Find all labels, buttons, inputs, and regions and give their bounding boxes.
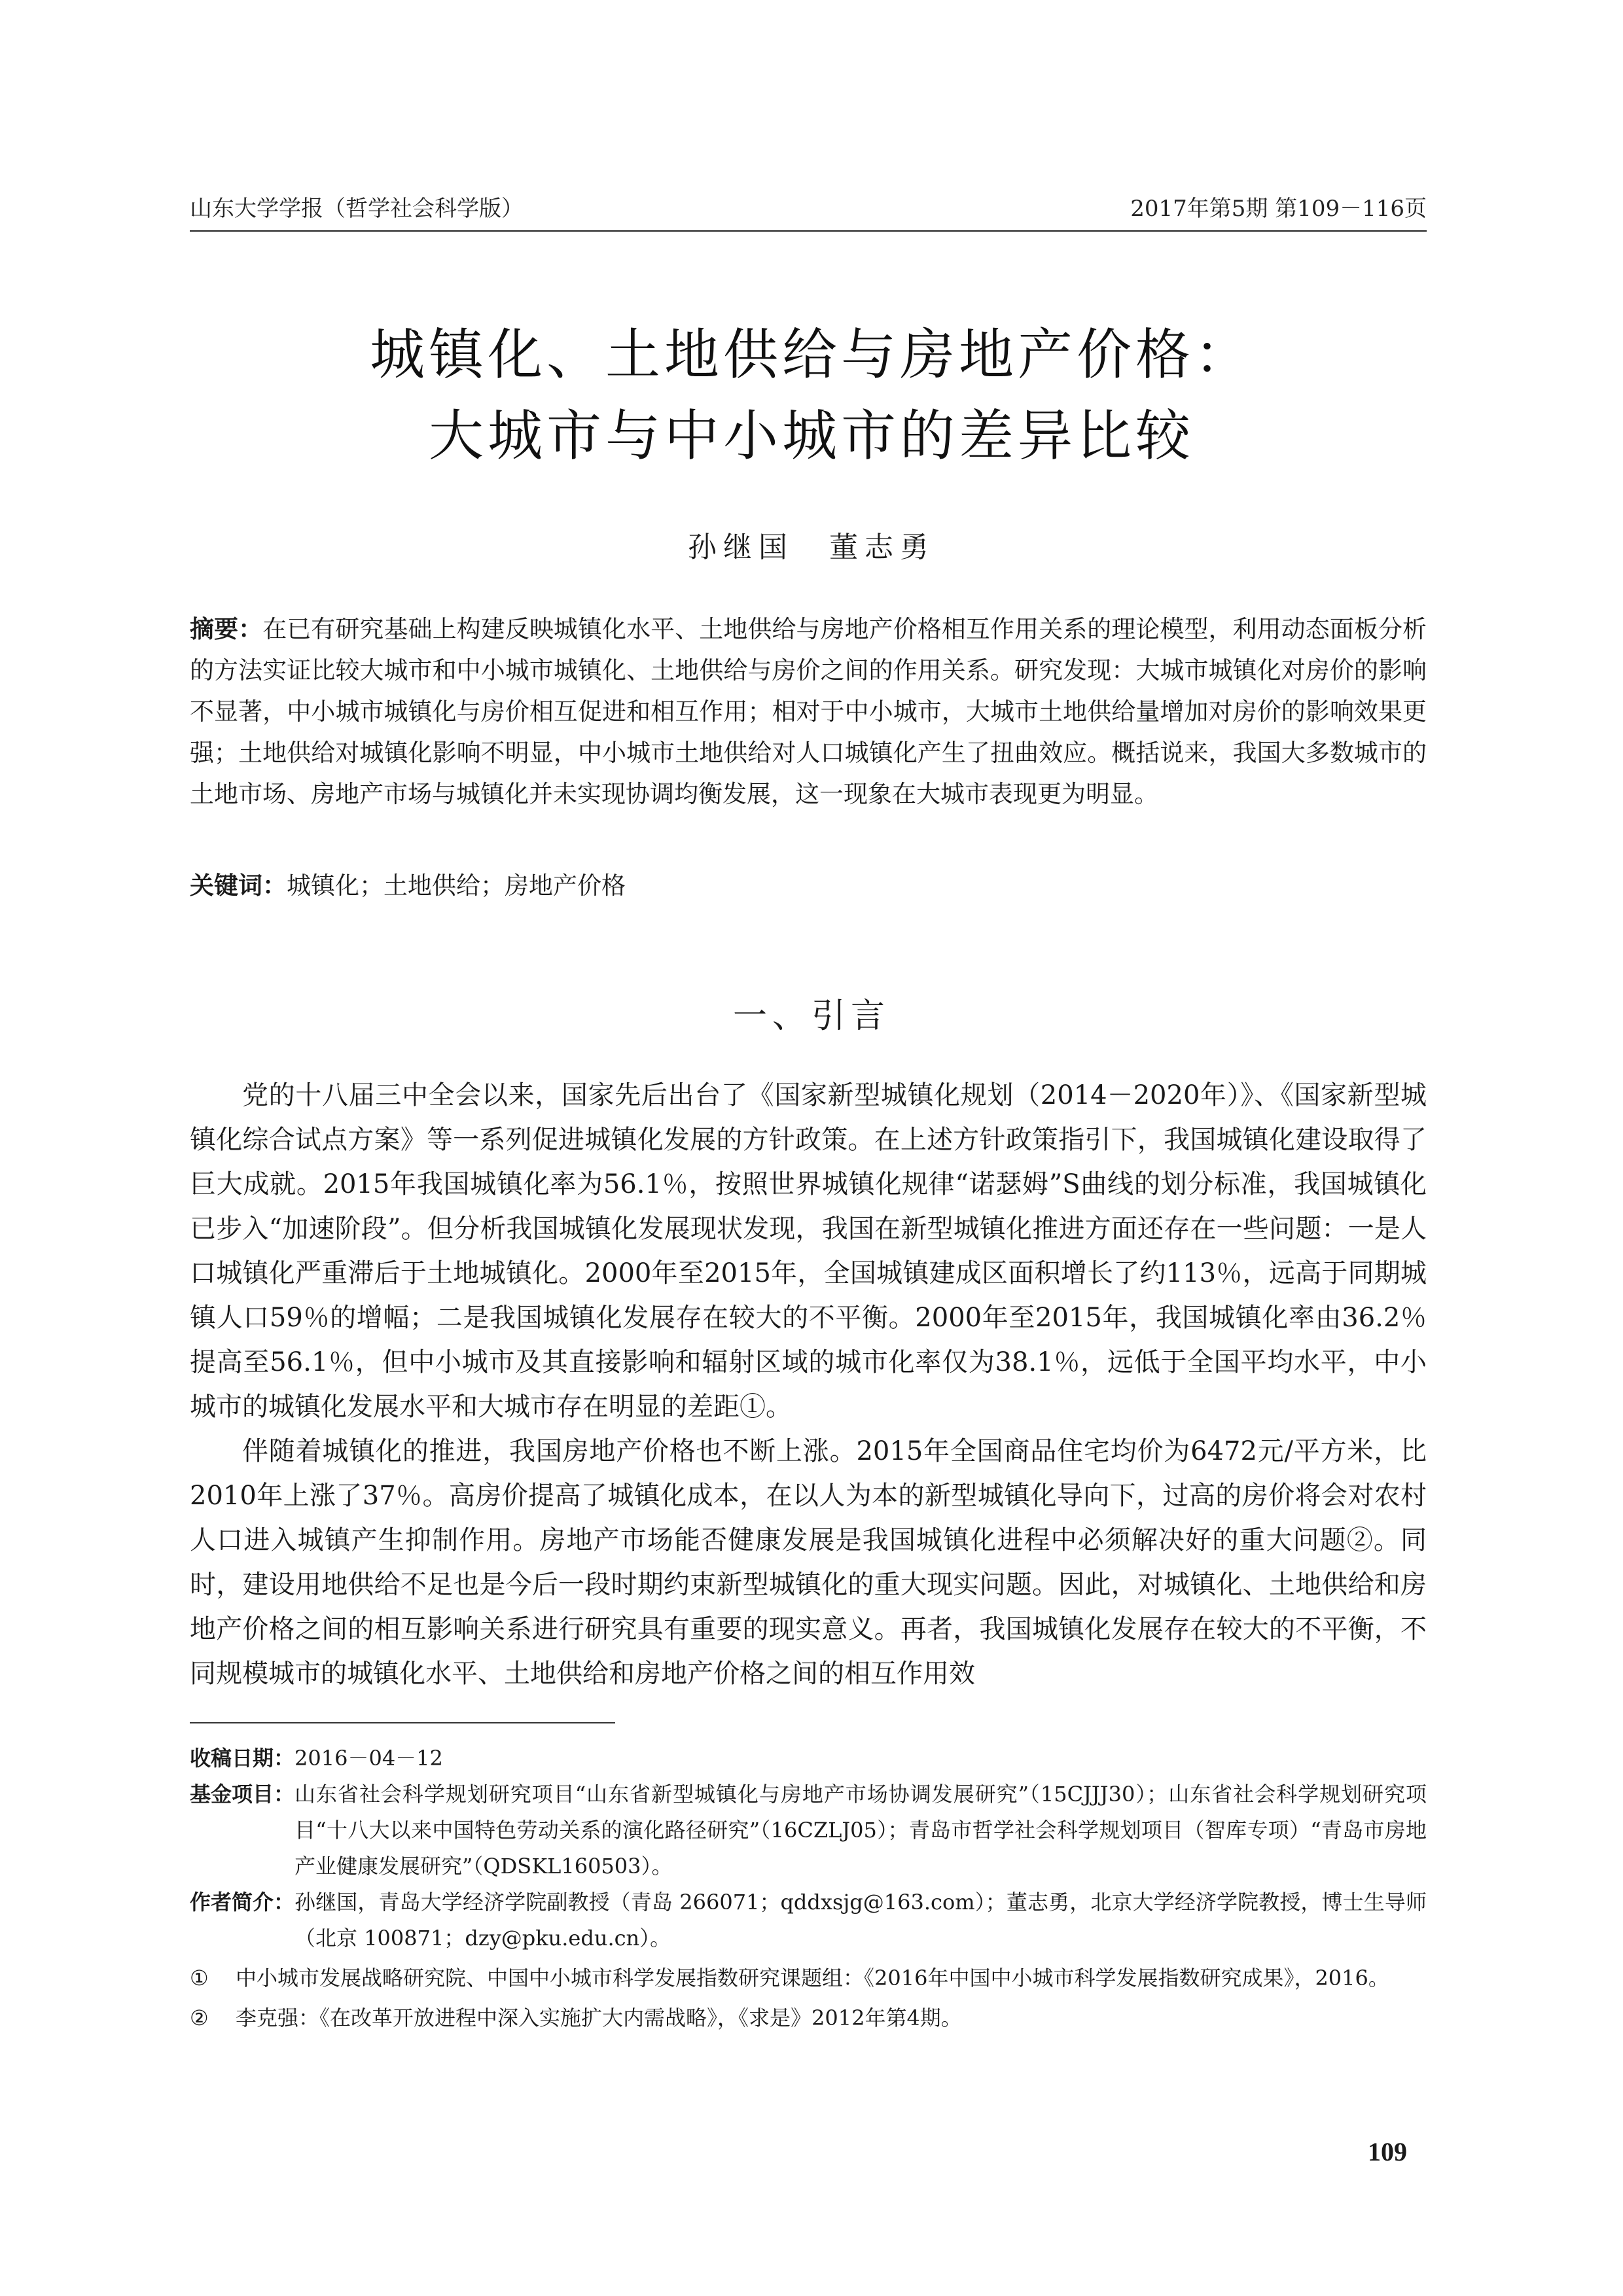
footnote-1 [190, 1960, 1427, 1996]
keywords-text: 城镇化；土地供给；房地产价格 [287, 872, 626, 900]
footnote-text: 李克强：《在改革开放进程中深入实施扩大内需战略》，《求是》2012年第4期。 [236, 2005, 962, 2030]
authors: 孙继国 董志勇 [688, 531, 935, 564]
article-notes [190, 1740, 1427, 2036]
footnote-mark: ① [190, 1966, 209, 1990]
paragraph-2: 伴随着城镇化的推进，我国房地产价格也不断上涨。2015年全国商品住宅均价为6472元/平方米，比2010年上涨了37％。高房价提高了城镇化成本，在以人为本的新型城镇化导向下，过高的房价将会对农村人口进入城镇产生抑制作用。房地产市场能否健康发展是我国城镇化进程中必须解决好的重大问题②。同时，建设用地供给不足也是今后一段时期约束新型城镇化的重大现实问题。因此，对城镇化、土地供给和房地产价格之间的相互影响关系进行研究具有重要的现实意义。再者，我国城镇化发展存在较大的不平衡，不同规模城市的城镇化水平、土地供给和房地产价格之间的相互作用效 [190, 1436, 1427, 1689]
footnote-rule [190, 1722, 615, 1723]
section-heading: 一、引言 [732, 997, 890, 1036]
paragraph-1: 党的十八届三中全会以来，国家先后出台了《国家新型城镇化规划（2014－2020年）》、《国家新型城镇化综合试点方案》等一系列促进城镇化发展的方针政策。在上述方针政策指引下，我国城镇化建设取得了巨大成就。2015年我国城镇化率为56.1％，按照世界城镇化规律“诺瑟姆”S曲线的划分标准，我国城镇化已步入“加速阶段”。但分析我国城镇化发展现状发现，我国在新型城镇化推进方面还存在一些问题：一是人口城镇化严重滞后于土地城镇化。2000年至2015年，全国城镇建成区面积增长了约113％，远高于同期城镇人口59％的增幅；二是我国城镇化发展存在较大的不平衡。2000年至2015年，我国城镇化率由36.2％提高至56.1％，但中小城市及其直接影响和辐射区域的城市化率仅为38.1％，远低于全国平均水平，中小城市的城镇化发展水平和大城市存在明显的差距①。 [190, 1080, 1427, 1422]
issue-info: 2017年第5期 第109－116页 [1130, 196, 1427, 222]
abstract-label: 摘要： [190, 615, 263, 643]
received-label: 收稿日期： [190, 1746, 295, 1771]
keywords-label: 关键词： [190, 872, 287, 900]
keywords [190, 865, 1427, 906]
title-line-2: 大城市与中小城市的差异比较 [428, 404, 1194, 468]
fund-text: 山东省社会科学规划研究项目“山东省新型城镇化与房地产市场协调发展研究”（15CJJJ30）；山东省社会科学规划研究项目“十八大以来中国特色劳动关系的演化路径研究”（16CZLJ05）；青岛市哲学社会科学规划项目（智库专项）“青岛市房地产业健康发展研究”（QDSKL160503）。 [294, 1782, 1427, 1879]
author-bio-text: 孙继国，青岛大学经济学院副教授（青岛 266071；qddxsjg@163.com）；董志勇，北京大学经济学院教授，博士生导师（北京 100871；dzy@pku.edu.cn）。 [294, 1890, 1427, 1951]
footnote-2 [190, 2000, 1427, 2036]
received-date: 2016－04－12 [294, 1746, 443, 1771]
title-line-1: 城镇化、土地供给与房地产价格： [369, 323, 1253, 387]
author-bio-row [190, 1884, 1427, 1956]
fund-label: 基金项目： [190, 1782, 295, 1807]
footnote-mark: ② [190, 2005, 209, 2030]
abstract [190, 609, 1427, 815]
abstract-text: 在已有研究基础上构建反映城镇化水平、土地供给与房地产价格相互作用关系的理论模型，利用动态面板分析的方法实证比较大城市和中小城市城镇化、土地供给与房价之间的作用关系。研究发现：大城市城镇化对房价的影响不显著，中小城市城镇化与房价相互促进和相互作用；相对于中小城市，大城市土地供给量增加对房价的影响效果更强；土地供给对城镇化影响不明显，中小城市土地供给对人口城镇化产生了扭曲效应。概括说来，我国大多数城市的土地市场、房地产市场与城镇化并未实现协调均衡发展，这一现象在大城市表现更为明显。 [190, 615, 1427, 808]
received-date-row [190, 1740, 1427, 1776]
page-number: 109 [1368, 2137, 1407, 2166]
author-bio-label: 作者简介： [190, 1890, 295, 1915]
article-title [0, 314, 1623, 476]
fund-row [190, 1776, 1427, 1884]
body-text [190, 1073, 1427, 1696]
header-rule [190, 230, 1427, 232]
footnote-text: 中小城市发展战略研究院、中国中小城市科学发展指数研究课题组：《2016年中国中小城市科学发展指数研究成果》，2016。 [236, 1966, 1389, 1990]
journal-name: 山东大学学报（哲学社会科学版） [190, 196, 524, 222]
running-header [190, 190, 1427, 222]
